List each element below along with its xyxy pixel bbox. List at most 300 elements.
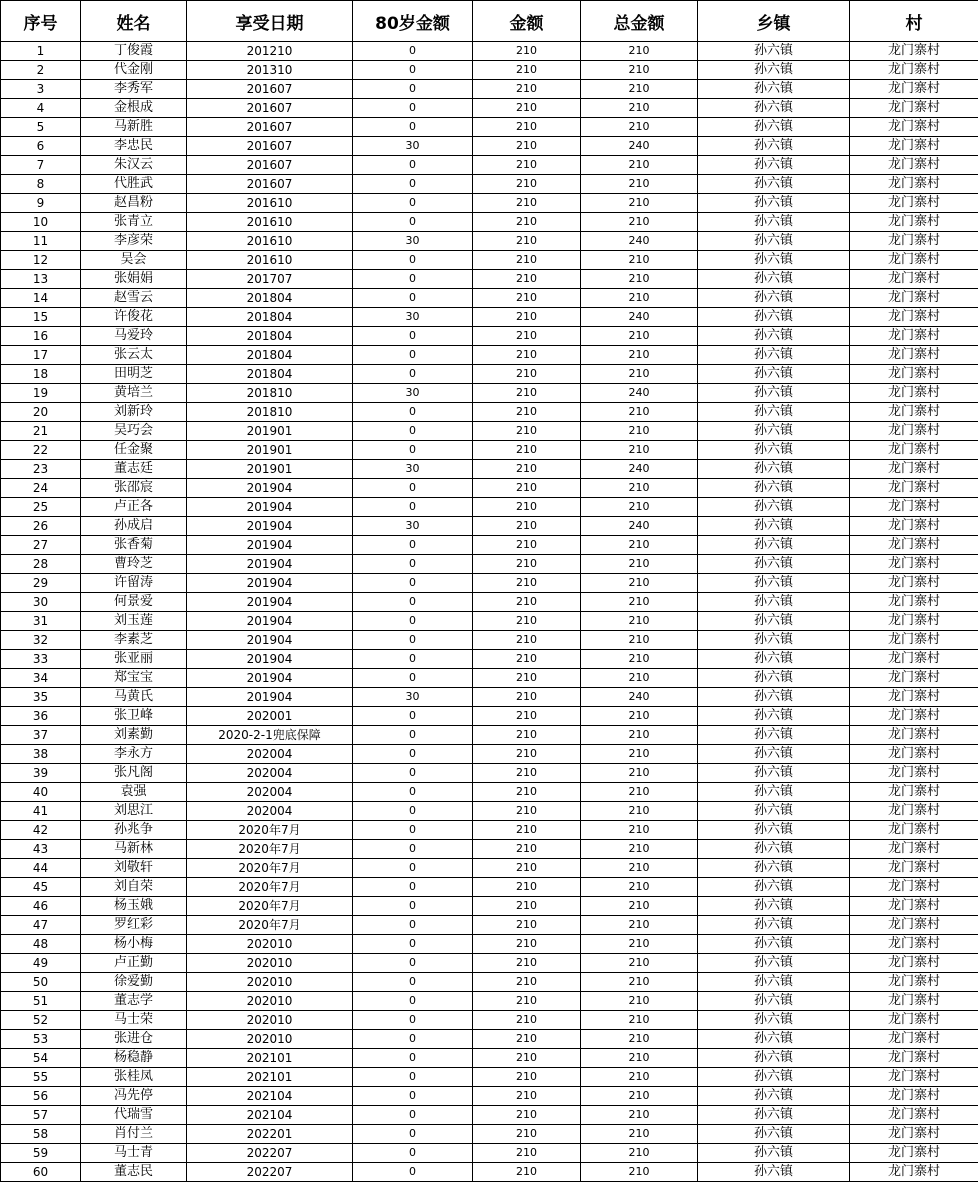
row-town-cell: 孙六镇 bbox=[698, 156, 850, 175]
row-total-amount-cell: 240 bbox=[581, 460, 698, 479]
row-village-cell: 龙门寨村 bbox=[850, 574, 978, 593]
row-index-cell: 43 bbox=[1, 840, 81, 859]
row-amount-cell: 210 bbox=[473, 517, 581, 536]
row-age80-amount-cell: 0 bbox=[353, 1106, 473, 1125]
row-total-amount-cell: 210 bbox=[581, 650, 698, 669]
row-amount-cell: 210 bbox=[473, 384, 581, 403]
row-amount-cell: 210 bbox=[473, 1011, 581, 1030]
row-age80-amount-cell: 0 bbox=[353, 783, 473, 802]
table-row bbox=[1, 232, 978, 251]
table-row bbox=[1, 80, 978, 99]
row-amount-cell: 210 bbox=[473, 764, 581, 783]
row-name-cell: 张亚丽 bbox=[81, 650, 187, 669]
row-index-cell: 4 bbox=[1, 99, 81, 118]
row-town-cell: 孙六镇 bbox=[698, 631, 850, 650]
row-index-cell: 25 bbox=[1, 498, 81, 517]
row-age80-amount-cell: 0 bbox=[353, 802, 473, 821]
row-total-amount-cell: 210 bbox=[581, 707, 698, 726]
row-date-cell: 201904 bbox=[187, 536, 353, 555]
row-name-cell: 杨稳静 bbox=[81, 1049, 187, 1068]
row-total-amount-cell: 210 bbox=[581, 80, 698, 99]
row-amount-cell: 210 bbox=[473, 935, 581, 954]
row-name-cell: 马新林 bbox=[81, 840, 187, 859]
table-row bbox=[1, 99, 978, 118]
table-row bbox=[1, 612, 978, 631]
row-index-cell: 20 bbox=[1, 403, 81, 422]
row-index-cell: 28 bbox=[1, 555, 81, 574]
row-village-cell: 龙门寨村 bbox=[850, 916, 978, 935]
row-town-cell: 孙六镇 bbox=[698, 346, 850, 365]
row-amount-cell: 210 bbox=[473, 973, 581, 992]
row-total-amount-cell: 210 bbox=[581, 403, 698, 422]
row-name-cell: 刘素勤 bbox=[81, 726, 187, 745]
row-town-cell: 孙六镇 bbox=[698, 916, 850, 935]
row-town-cell: 孙六镇 bbox=[698, 973, 850, 992]
row-date-cell: 201210 bbox=[187, 42, 353, 61]
row-date-cell: 201901 bbox=[187, 460, 353, 479]
row-age80-amount-cell: 30 bbox=[353, 384, 473, 403]
row-amount-cell: 210 bbox=[473, 669, 581, 688]
row-index-cell: 5 bbox=[1, 118, 81, 137]
row-town-cell: 孙六镇 bbox=[698, 764, 850, 783]
row-town-cell: 孙六镇 bbox=[698, 118, 850, 137]
row-town-cell: 孙六镇 bbox=[698, 650, 850, 669]
row-amount-cell: 210 bbox=[473, 574, 581, 593]
row-total-amount-cell: 210 bbox=[581, 631, 698, 650]
row-age80-amount-cell: 0 bbox=[353, 707, 473, 726]
row-town-cell: 孙六镇 bbox=[698, 593, 850, 612]
table-row bbox=[1, 821, 978, 840]
row-total-amount-cell: 210 bbox=[581, 156, 698, 175]
row-total-amount-cell: 210 bbox=[581, 726, 698, 745]
row-age80-amount-cell: 0 bbox=[353, 175, 473, 194]
row-name-cell: 袁强 bbox=[81, 783, 187, 802]
row-town-cell: 孙六镇 bbox=[698, 517, 850, 536]
table-row bbox=[1, 593, 978, 612]
row-date-cell: 201610 bbox=[187, 213, 353, 232]
row-date-cell: 201804 bbox=[187, 365, 353, 384]
row-name-cell: 刘思江 bbox=[81, 802, 187, 821]
table-row bbox=[1, 916, 978, 935]
table-row bbox=[1, 1125, 978, 1144]
row-amount-cell: 210 bbox=[473, 726, 581, 745]
row-total-amount-cell: 240 bbox=[581, 688, 698, 707]
row-town-cell: 孙六镇 bbox=[698, 669, 850, 688]
row-amount-cell: 210 bbox=[473, 555, 581, 574]
row-town-cell: 孙六镇 bbox=[698, 42, 850, 61]
row-date-cell: 201607 bbox=[187, 156, 353, 175]
row-date-cell: 201607 bbox=[187, 118, 353, 137]
row-village-cell: 龙门寨村 bbox=[850, 669, 978, 688]
row-date-cell: 201904 bbox=[187, 593, 353, 612]
row-amount-cell: 210 bbox=[473, 992, 581, 1011]
row-name-cell: 丁俊霞 bbox=[81, 42, 187, 61]
row-amount-cell: 210 bbox=[473, 916, 581, 935]
row-total-amount-cell: 210 bbox=[581, 935, 698, 954]
row-name-cell: 张邵宸 bbox=[81, 479, 187, 498]
row-total-amount-cell: 210 bbox=[581, 555, 698, 574]
row-total-amount-cell: 210 bbox=[581, 821, 698, 840]
row-age80-amount-cell: 0 bbox=[353, 973, 473, 992]
row-village-cell: 龙门寨村 bbox=[850, 498, 978, 517]
table-row bbox=[1, 118, 978, 137]
table-row bbox=[1, 251, 978, 270]
row-amount-cell: 210 bbox=[473, 422, 581, 441]
row-index-cell: 30 bbox=[1, 593, 81, 612]
row-name-cell: 孙成启 bbox=[81, 517, 187, 536]
row-village-cell: 龙门寨村 bbox=[850, 61, 978, 80]
table-row bbox=[1, 422, 978, 441]
row-town-cell: 孙六镇 bbox=[698, 251, 850, 270]
row-total-amount-cell: 210 bbox=[581, 1030, 698, 1049]
row-name-cell: 孙兆争 bbox=[81, 821, 187, 840]
row-age80-amount-cell: 0 bbox=[353, 80, 473, 99]
row-town-cell: 孙六镇 bbox=[698, 327, 850, 346]
table-row bbox=[1, 973, 978, 992]
row-total-amount-cell: 210 bbox=[581, 802, 698, 821]
row-village-cell: 龙门寨村 bbox=[850, 555, 978, 574]
col-header-total-amount: 总金额 bbox=[581, 1, 698, 42]
row-date-cell: 202010 bbox=[187, 1030, 353, 1049]
row-total-amount-cell: 210 bbox=[581, 1106, 698, 1125]
row-date-cell: 202201 bbox=[187, 1125, 353, 1144]
row-date-cell: 2020年7月 bbox=[187, 821, 353, 840]
row-total-amount-cell: 210 bbox=[581, 878, 698, 897]
row-index-cell: 7 bbox=[1, 156, 81, 175]
row-town-cell: 孙六镇 bbox=[698, 384, 850, 403]
row-name-cell: 张青立 bbox=[81, 213, 187, 232]
row-village-cell: 龙门寨村 bbox=[850, 631, 978, 650]
row-age80-amount-cell: 0 bbox=[353, 194, 473, 213]
table-body bbox=[1, 42, 978, 1182]
table-row bbox=[1, 669, 978, 688]
row-index-cell: 37 bbox=[1, 726, 81, 745]
row-date-cell: 202101 bbox=[187, 1068, 353, 1087]
row-town-cell: 孙六镇 bbox=[698, 707, 850, 726]
row-village-cell: 龙门寨村 bbox=[850, 1106, 978, 1125]
row-village-cell: 龙门寨村 bbox=[850, 270, 978, 289]
table-row bbox=[1, 688, 978, 707]
row-date-cell: 2020年7月 bbox=[187, 840, 353, 859]
row-index-cell: 34 bbox=[1, 669, 81, 688]
row-total-amount-cell: 210 bbox=[581, 1049, 698, 1068]
table-row bbox=[1, 194, 978, 213]
row-town-cell: 孙六镇 bbox=[698, 1011, 850, 1030]
row-name-cell: 肖付兰 bbox=[81, 1125, 187, 1144]
row-town-cell: 孙六镇 bbox=[698, 365, 850, 384]
row-date-cell: 202004 bbox=[187, 764, 353, 783]
row-age80-amount-cell: 0 bbox=[353, 346, 473, 365]
row-amount-cell: 210 bbox=[473, 745, 581, 764]
row-name-cell: 黄培兰 bbox=[81, 384, 187, 403]
row-village-cell: 龙门寨村 bbox=[850, 840, 978, 859]
row-name-cell: 李忠民 bbox=[81, 137, 187, 156]
row-total-amount-cell: 210 bbox=[581, 118, 698, 137]
row-date-cell: 202004 bbox=[187, 745, 353, 764]
row-index-cell: 41 bbox=[1, 802, 81, 821]
row-amount-cell: 210 bbox=[473, 802, 581, 821]
row-index-cell: 39 bbox=[1, 764, 81, 783]
row-town-cell: 孙六镇 bbox=[698, 194, 850, 213]
row-village-cell: 龙门寨村 bbox=[850, 517, 978, 536]
row-amount-cell: 210 bbox=[473, 213, 581, 232]
row-index-cell: 13 bbox=[1, 270, 81, 289]
row-village-cell: 龙门寨村 bbox=[850, 973, 978, 992]
row-index-cell: 17 bbox=[1, 346, 81, 365]
row-amount-cell: 210 bbox=[473, 1106, 581, 1125]
row-total-amount-cell: 210 bbox=[581, 859, 698, 878]
row-index-cell: 51 bbox=[1, 992, 81, 1011]
row-name-cell: 曹玲芝 bbox=[81, 555, 187, 574]
row-village-cell: 龙门寨村 bbox=[850, 346, 978, 365]
row-age80-amount-cell: 0 bbox=[353, 916, 473, 935]
row-village-cell: 龙门寨村 bbox=[850, 935, 978, 954]
row-date-cell: 201707 bbox=[187, 270, 353, 289]
row-village-cell: 龙门寨村 bbox=[850, 403, 978, 422]
row-date-cell: 201804 bbox=[187, 308, 353, 327]
row-total-amount-cell: 210 bbox=[581, 365, 698, 384]
row-date-cell: 202010 bbox=[187, 954, 353, 973]
row-age80-amount-cell: 0 bbox=[353, 327, 473, 346]
row-name-cell: 赵昌粉 bbox=[81, 194, 187, 213]
row-date-cell: 2020年7月 bbox=[187, 878, 353, 897]
row-town-cell: 孙六镇 bbox=[698, 61, 850, 80]
row-amount-cell: 210 bbox=[473, 251, 581, 270]
row-age80-amount-cell: 30 bbox=[353, 460, 473, 479]
row-village-cell: 龙门寨村 bbox=[850, 954, 978, 973]
row-total-amount-cell: 210 bbox=[581, 441, 698, 460]
row-total-amount-cell: 210 bbox=[581, 327, 698, 346]
row-name-cell: 董志学 bbox=[81, 992, 187, 1011]
row-age80-amount-cell: 0 bbox=[353, 1011, 473, 1030]
row-town-cell: 孙六镇 bbox=[698, 99, 850, 118]
row-age80-amount-cell: 0 bbox=[353, 422, 473, 441]
row-age80-amount-cell: 0 bbox=[353, 441, 473, 460]
table-row bbox=[1, 878, 978, 897]
table-row bbox=[1, 631, 978, 650]
table-row bbox=[1, 574, 978, 593]
row-index-cell: 60 bbox=[1, 1163, 81, 1182]
row-total-amount-cell: 240 bbox=[581, 137, 698, 156]
row-town-cell: 孙六镇 bbox=[698, 137, 850, 156]
row-town-cell: 孙六镇 bbox=[698, 1030, 850, 1049]
row-village-cell: 龙门寨村 bbox=[850, 745, 978, 764]
row-total-amount-cell: 210 bbox=[581, 479, 698, 498]
row-town-cell: 孙六镇 bbox=[698, 783, 850, 802]
table-row bbox=[1, 213, 978, 232]
row-village-cell: 龙门寨村 bbox=[850, 441, 978, 460]
row-age80-amount-cell: 0 bbox=[353, 821, 473, 840]
row-index-cell: 52 bbox=[1, 1011, 81, 1030]
row-name-cell: 郑宝宝 bbox=[81, 669, 187, 688]
row-village-cell: 龙门寨村 bbox=[850, 1068, 978, 1087]
row-age80-amount-cell: 0 bbox=[353, 992, 473, 1011]
row-total-amount-cell: 240 bbox=[581, 308, 698, 327]
row-name-cell: 刘敬轩 bbox=[81, 859, 187, 878]
row-village-cell: 龙门寨村 bbox=[850, 213, 978, 232]
row-index-cell: 24 bbox=[1, 479, 81, 498]
row-index-cell: 47 bbox=[1, 916, 81, 935]
row-date-cell: 2020年7月 bbox=[187, 916, 353, 935]
row-name-cell: 李素芝 bbox=[81, 631, 187, 650]
row-amount-cell: 210 bbox=[473, 688, 581, 707]
row-age80-amount-cell: 0 bbox=[353, 1163, 473, 1182]
row-total-amount-cell: 210 bbox=[581, 973, 698, 992]
row-village-cell: 龙门寨村 bbox=[850, 156, 978, 175]
row-town-cell: 孙六镇 bbox=[698, 479, 850, 498]
row-town-cell: 孙六镇 bbox=[698, 954, 850, 973]
row-index-cell: 18 bbox=[1, 365, 81, 384]
row-total-amount-cell: 210 bbox=[581, 289, 698, 308]
row-village-cell: 龙门寨村 bbox=[850, 327, 978, 346]
row-age80-amount-cell: 0 bbox=[353, 61, 473, 80]
row-age80-amount-cell: 0 bbox=[353, 498, 473, 517]
row-village-cell: 龙门寨村 bbox=[850, 308, 978, 327]
row-name-cell: 李彦荣 bbox=[81, 232, 187, 251]
row-age80-amount-cell: 0 bbox=[353, 1049, 473, 1068]
row-index-cell: 53 bbox=[1, 1030, 81, 1049]
table-row bbox=[1, 859, 978, 878]
row-total-amount-cell: 210 bbox=[581, 954, 698, 973]
row-age80-amount-cell: 0 bbox=[353, 156, 473, 175]
row-total-amount-cell: 210 bbox=[581, 1087, 698, 1106]
row-index-cell: 9 bbox=[1, 194, 81, 213]
row-village-cell: 龙门寨村 bbox=[850, 422, 978, 441]
row-village-cell: 龙门寨村 bbox=[850, 1144, 978, 1163]
row-town-cell: 孙六镇 bbox=[698, 80, 850, 99]
row-total-amount-cell: 210 bbox=[581, 536, 698, 555]
row-age80-amount-cell: 0 bbox=[353, 42, 473, 61]
row-age80-amount-cell: 0 bbox=[353, 574, 473, 593]
row-index-cell: 23 bbox=[1, 460, 81, 479]
row-village-cell: 龙门寨村 bbox=[850, 688, 978, 707]
row-total-amount-cell: 210 bbox=[581, 840, 698, 859]
row-index-cell: 16 bbox=[1, 327, 81, 346]
row-amount-cell: 210 bbox=[473, 327, 581, 346]
row-date-cell: 202004 bbox=[187, 783, 353, 802]
row-village-cell: 龙门寨村 bbox=[850, 612, 978, 631]
row-index-cell: 11 bbox=[1, 232, 81, 251]
row-village-cell: 龙门寨村 bbox=[850, 992, 978, 1011]
row-amount-cell: 210 bbox=[473, 1087, 581, 1106]
row-age80-amount-cell: 0 bbox=[353, 251, 473, 270]
row-town-cell: 孙六镇 bbox=[698, 726, 850, 745]
row-index-cell: 46 bbox=[1, 897, 81, 916]
table-row bbox=[1, 308, 978, 327]
row-age80-amount-cell: 0 bbox=[353, 1030, 473, 1049]
row-date-cell: 201607 bbox=[187, 99, 353, 118]
row-date-cell: 201904 bbox=[187, 498, 353, 517]
row-town-cell: 孙六镇 bbox=[698, 308, 850, 327]
row-town-cell: 孙六镇 bbox=[698, 992, 850, 1011]
row-total-amount-cell: 210 bbox=[581, 916, 698, 935]
row-index-cell: 31 bbox=[1, 612, 81, 631]
row-village-cell: 龙门寨村 bbox=[850, 118, 978, 137]
row-total-amount-cell: 210 bbox=[581, 213, 698, 232]
row-town-cell: 孙六镇 bbox=[698, 213, 850, 232]
row-date-cell: 201607 bbox=[187, 175, 353, 194]
row-age80-amount-cell: 30 bbox=[353, 517, 473, 536]
row-town-cell: 孙六镇 bbox=[698, 574, 850, 593]
row-index-cell: 21 bbox=[1, 422, 81, 441]
row-total-amount-cell: 210 bbox=[581, 593, 698, 612]
row-age80-amount-cell: 0 bbox=[353, 1125, 473, 1144]
row-date-cell: 201904 bbox=[187, 479, 353, 498]
row-name-cell: 朱汉云 bbox=[81, 156, 187, 175]
row-index-cell: 56 bbox=[1, 1087, 81, 1106]
row-date-cell: 202101 bbox=[187, 1049, 353, 1068]
row-name-cell: 刘自荣 bbox=[81, 878, 187, 897]
col-header-village: 村 bbox=[850, 1, 978, 42]
table-row bbox=[1, 156, 978, 175]
row-total-amount-cell: 210 bbox=[581, 897, 698, 916]
row-town-cell: 孙六镇 bbox=[698, 460, 850, 479]
row-amount-cell: 210 bbox=[473, 137, 581, 156]
row-village-cell: 龙门寨村 bbox=[850, 251, 978, 270]
row-age80-amount-cell: 0 bbox=[353, 650, 473, 669]
row-town-cell: 孙六镇 bbox=[698, 289, 850, 308]
row-age80-amount-cell: 0 bbox=[353, 745, 473, 764]
table-row bbox=[1, 536, 978, 555]
row-village-cell: 龙门寨村 bbox=[850, 897, 978, 916]
row-age80-amount-cell: 0 bbox=[353, 935, 473, 954]
col-header-index: 序号 bbox=[1, 1, 81, 42]
row-index-cell: 15 bbox=[1, 308, 81, 327]
row-index-cell: 33 bbox=[1, 650, 81, 669]
row-town-cell: 孙六镇 bbox=[698, 1106, 850, 1125]
row-age80-amount-cell: 0 bbox=[353, 954, 473, 973]
row-date-cell: 201904 bbox=[187, 631, 353, 650]
row-name-cell: 马新胜 bbox=[81, 118, 187, 137]
row-town-cell: 孙六镇 bbox=[698, 688, 850, 707]
row-age80-amount-cell: 0 bbox=[353, 99, 473, 118]
row-name-cell: 金根成 bbox=[81, 99, 187, 118]
row-age80-amount-cell: 0 bbox=[353, 1087, 473, 1106]
table-row bbox=[1, 897, 978, 916]
row-date-cell: 201904 bbox=[187, 669, 353, 688]
row-village-cell: 龙门寨村 bbox=[850, 1163, 978, 1182]
row-village-cell: 龙门寨村 bbox=[850, 1030, 978, 1049]
table-row bbox=[1, 1144, 978, 1163]
row-name-cell: 罗红彩 bbox=[81, 916, 187, 935]
row-amount-cell: 210 bbox=[473, 365, 581, 384]
row-name-cell: 许俊花 bbox=[81, 308, 187, 327]
row-date-cell: 201810 bbox=[187, 384, 353, 403]
row-amount-cell: 210 bbox=[473, 650, 581, 669]
row-amount-cell: 210 bbox=[473, 954, 581, 973]
row-amount-cell: 210 bbox=[473, 878, 581, 897]
row-name-cell: 代瑞雪 bbox=[81, 1106, 187, 1125]
table-row bbox=[1, 42, 978, 61]
row-index-cell: 26 bbox=[1, 517, 81, 536]
row-date-cell: 201804 bbox=[187, 289, 353, 308]
row-date-cell: 201310 bbox=[187, 61, 353, 80]
row-amount-cell: 210 bbox=[473, 631, 581, 650]
row-amount-cell: 210 bbox=[473, 42, 581, 61]
row-age80-amount-cell: 0 bbox=[353, 859, 473, 878]
row-town-cell: 孙六镇 bbox=[698, 821, 850, 840]
row-amount-cell: 210 bbox=[473, 536, 581, 555]
row-village-cell: 龙门寨村 bbox=[850, 1125, 978, 1144]
row-town-cell: 孙六镇 bbox=[698, 270, 850, 289]
row-index-cell: 44 bbox=[1, 859, 81, 878]
row-date-cell: 202207 bbox=[187, 1163, 353, 1182]
table-row bbox=[1, 270, 978, 289]
row-date-cell: 201804 bbox=[187, 346, 353, 365]
row-amount-cell: 210 bbox=[473, 61, 581, 80]
row-village-cell: 龙门寨村 bbox=[850, 783, 978, 802]
row-village-cell: 龙门寨村 bbox=[850, 859, 978, 878]
